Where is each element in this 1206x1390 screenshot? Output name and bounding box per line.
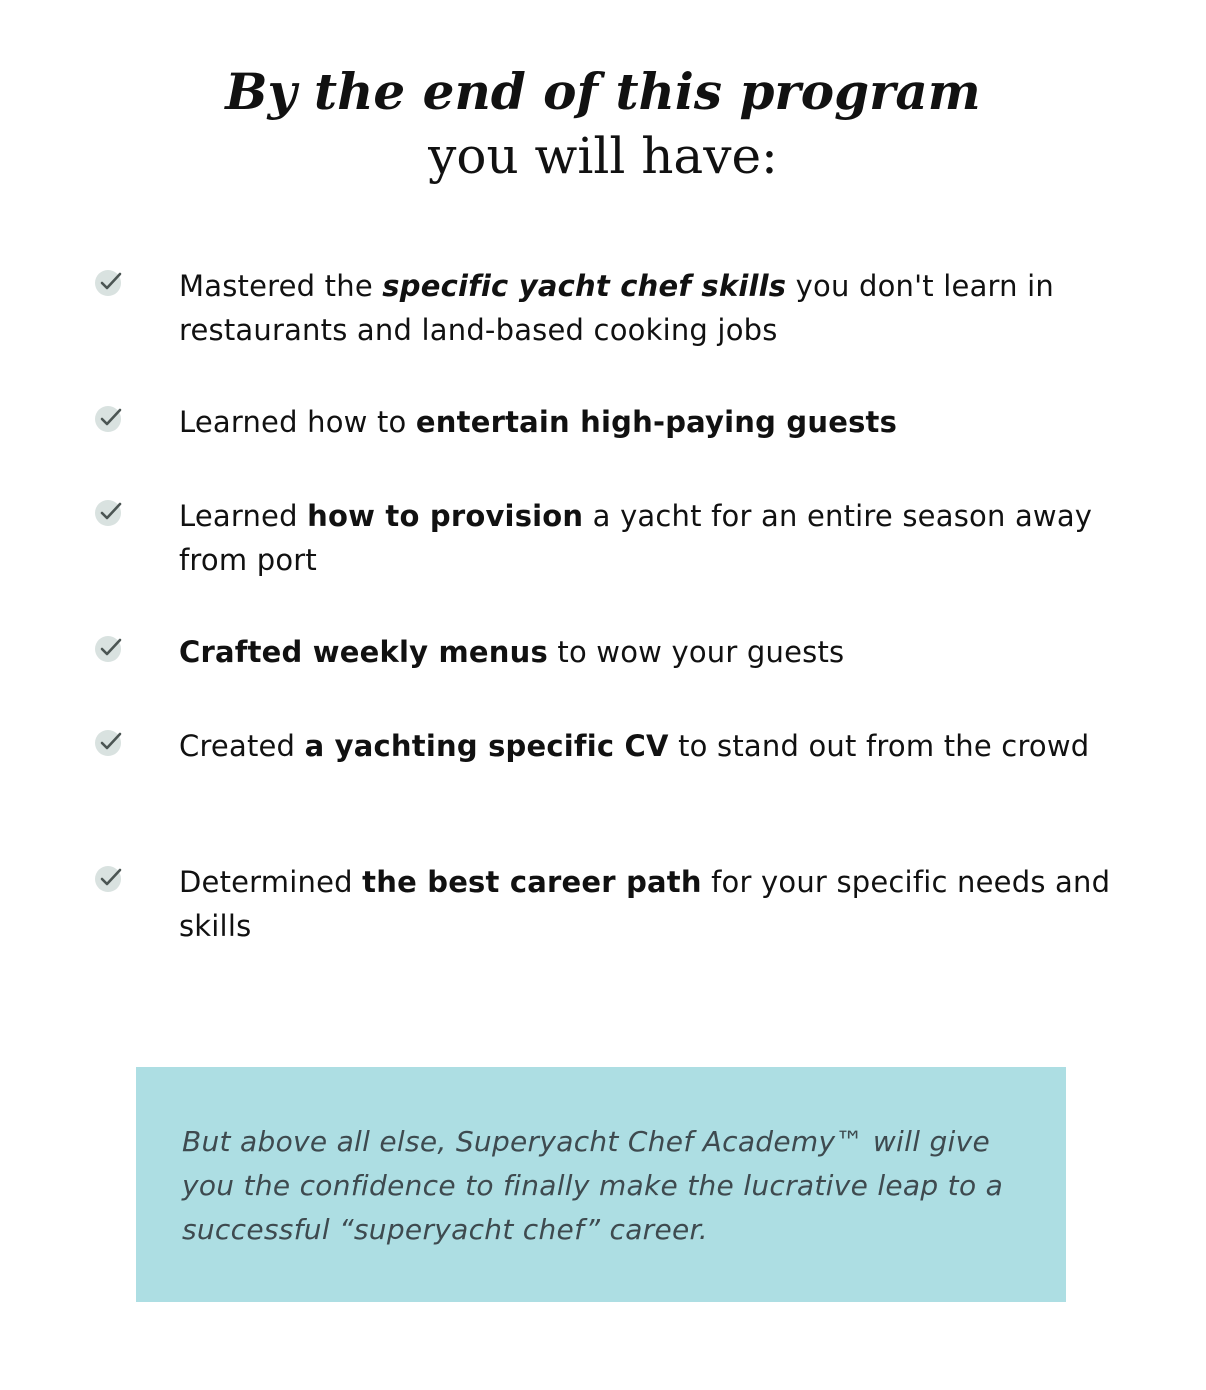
benefit-text-normal: you don't learn in restaurants and land-based cooking jobs (179, 269, 1054, 347)
benefit-text-normal: Mastered the (179, 269, 383, 303)
check-icon (94, 863, 126, 895)
benefit-text-emphasis: entertain high-paying guests (415, 405, 898, 439)
check-icon (94, 727, 126, 759)
check-icon (94, 633, 126, 665)
benefit-item (94, 630, 1124, 674)
benefit-text-normal: a yacht for an entire season away from port (179, 499, 1093, 577)
benefit-text-emphasis: how to provision (307, 499, 584, 533)
benefit-list (94, 264, 1124, 996)
benefit-text-normal: Learned how to (179, 405, 416, 439)
benefit-item (94, 264, 1124, 352)
heading-subtitle: you will have: (428, 127, 778, 185)
benefit-text-emphasis: specific yacht chef skills (382, 269, 787, 303)
check-icon (94, 497, 126, 529)
benefit-text-normal: Determined (179, 865, 363, 899)
benefit-text-normal: Learned (179, 499, 308, 533)
benefit-item (94, 860, 1124, 948)
benefit-text-normal: to stand out from the crowd (668, 729, 1090, 763)
benefit-text-emphasis: Crafted weekly menus (179, 635, 548, 669)
check-icon (94, 403, 126, 435)
benefit-item (94, 400, 1124, 444)
benefit-item (94, 494, 1124, 582)
callout-box (136, 1067, 1066, 1302)
callout-text: But above all else, Superyacht Chef Academy™ will give you the confidence to finally make the lucrative leap to a successful “superyacht chef” career. (182, 1125, 1004, 1246)
page-heading (0, 60, 1206, 188)
benefit-text-normal: Created (179, 729, 305, 763)
heading-title: By the end of this program (225, 62, 981, 121)
benefit-text-emphasis: a yachting specific CV (304, 729, 669, 763)
benefit-text-normal: for your specific needs and skills (179, 865, 1111, 943)
check-icon (94, 267, 126, 299)
benefit-text-normal: to wow your guests (547, 635, 845, 669)
benefit-item (94, 724, 1124, 812)
benefit-text-emphasis: the best career path (362, 865, 702, 899)
